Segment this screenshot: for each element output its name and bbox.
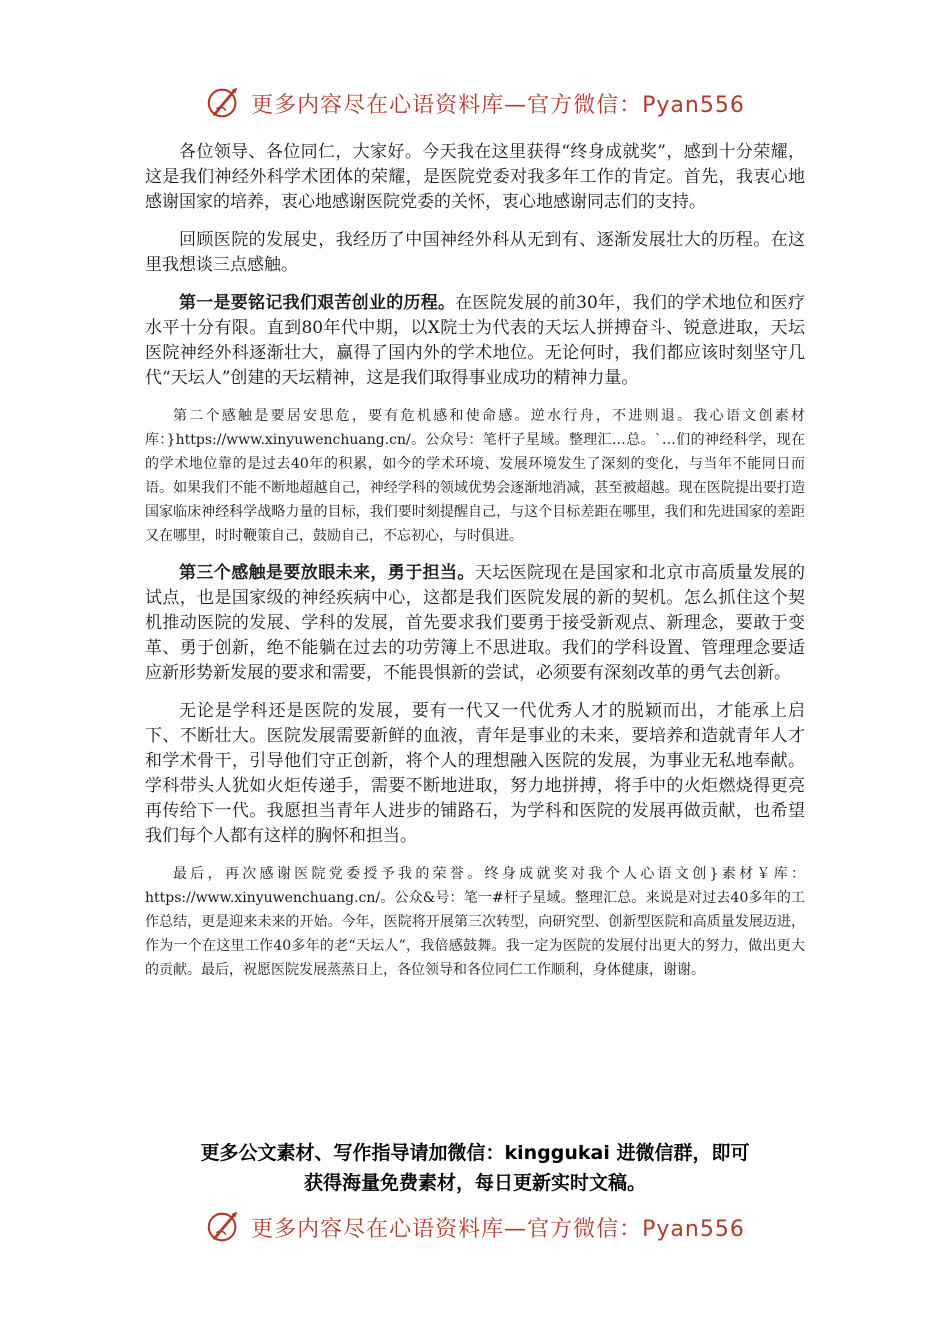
footer-banner xyxy=(0,1208,950,1246)
paragraph-5-lead: 第三个感触是要放眼未来，勇于担当。 xyxy=(179,563,475,583)
paragraph-4: 第二个感触是要居安思危，要有危机感和使命感。逆水行舟，不进则退。我心语文创素材库：}https://www.xinyuwenchuang.cn/。公众号：笔杆子星域。整理汇…总。`…们的神经科学，现在的学术地位靠的是过去40年的积累，如今的学术环境、发展环境发生了深刻的变化，与当年不能同日而语。如果我们不能不断地超越自己，神经学科的领域优势会逐渐地消减，甚至被超越。现在医院提出要打造国家临床神经科学战略力量的目标，我们要时刻提醒自己，与这个目标差距在哪里，我们和先进国家的差距又在哪里，时时鞭策自己，鼓励自己，不忘初心，与时俱进。 xyxy=(145,408,805,544)
paragraph-3-body: 在医院发展的前30年，我们的学术地位和医疗水平十分有限。直到80年代中期，以X院士为代表的天坛人拼搏奋斗、锐意进取，天坛医院神经外科逐渐壮大，赢得了国内外的学术地位。无论何时，我们都应该时刻坚守几代“天坛人”创建的天坛精神，这是我们取得事业成功的精神力量。 xyxy=(145,293,805,388)
pen-circle-icon xyxy=(205,84,243,122)
header-banner-text: 更多内容尽在心语资料库—官方微信：Pyan556 xyxy=(251,92,745,118)
promo-line-2: 获得海量免费素材，每日更新实时文稿。 xyxy=(303,1172,646,1194)
promo-note xyxy=(110,1138,840,1198)
paragraph-6: 无论是学科还是医院的发展，要有一代又一代优秀人才的脱颖而出，才能承上启下、不断壮大。医院发展需要新鲜的血液，青年是事业的未来，要培养和造就青年人才和学术骨干，引导他们守正创新，将个人的理想融入医院的发展，为事业无私地奉献。学科带头人犹如火炬传递手，需要不断地进取，努力地拼搏，将手中的火炬燃烧得更亮再传给下一代。我愿担当青年人进步的铺路石，为学科和医院的发展再做贡献，也希望我们每个人都有这样的胸怀和担当。 xyxy=(145,701,805,846)
paragraph-5 xyxy=(145,561,805,686)
promo-line-1: 更多公文素材、写作指导请加微信：kinggukai 进微信群，即可 xyxy=(200,1142,750,1164)
document-body xyxy=(145,140,805,995)
paragraph-7: 最后，再次感谢医院党委授予我的荣誉。终身成就奖对我个人心语文创}素材￥库：https://www.xinyuwenchuang.cn/。公众&号：笔一#杆子星域。整理汇总。来说是对过去40多年的工作总结，更是迎来未来的开始。今年，医院将开展第三次转型，向研究型、创新型医院和高质量发展迈进，作为一个在这里工作40多年的老“天坛人”，我倍感鼓舞。我一定为医院的发展付出更大的努力，做出更大的贡献。最后，祝愿医院发展蒸蒸日上，各位领导和各位同仁工作顺利，身体健康，谢谢。 xyxy=(145,866,805,978)
paragraph-1: 各位领导、各位同仁，大家好。今天我在这里获得“终身成就奖”，感到十分荣耀，这是我们神经外科学术团体的荣耀，是医院党委对我多年工作的肯定。首先，我衷心地感谢国家的培养，衷心地感谢医院党委的关怀，衷心地感谢同志们的支持。 xyxy=(145,142,805,212)
header-banner xyxy=(0,84,950,122)
paragraph-5-body: 天坛医院现在是国家和北京市高质量发展的试点，也是国家级的神经疾病中心，这都是我们医院发展的新的契机。怎么抓住这个契机推动医院的发展、学科的发展，首先要求我们要勇于接受新观点、新理念，要敢于变革、勇于创新，绝不能躺在过去的功劳簿上不思进取。我们的学科设置、管理理念要适应新形势新发展的要求和需要，不能畏惧新的尝试，必须要有深刻改革的勇气去创新。 xyxy=(145,563,806,683)
footer-banner-text: 更多内容尽在心语资料库—官方微信：Pyan556 xyxy=(251,1216,745,1242)
paragraph-3-lead: 第一是要铭记我们艰苦创业的历程。 xyxy=(179,293,456,313)
paragraph-2: 回顾医院的发展史，我经历了中国神经外科从无到有、逐渐发展壮大的历程。在这里我想谈三点感触。 xyxy=(145,230,805,275)
pen-circle-icon xyxy=(205,1208,243,1246)
paragraph-3 xyxy=(145,291,805,391)
